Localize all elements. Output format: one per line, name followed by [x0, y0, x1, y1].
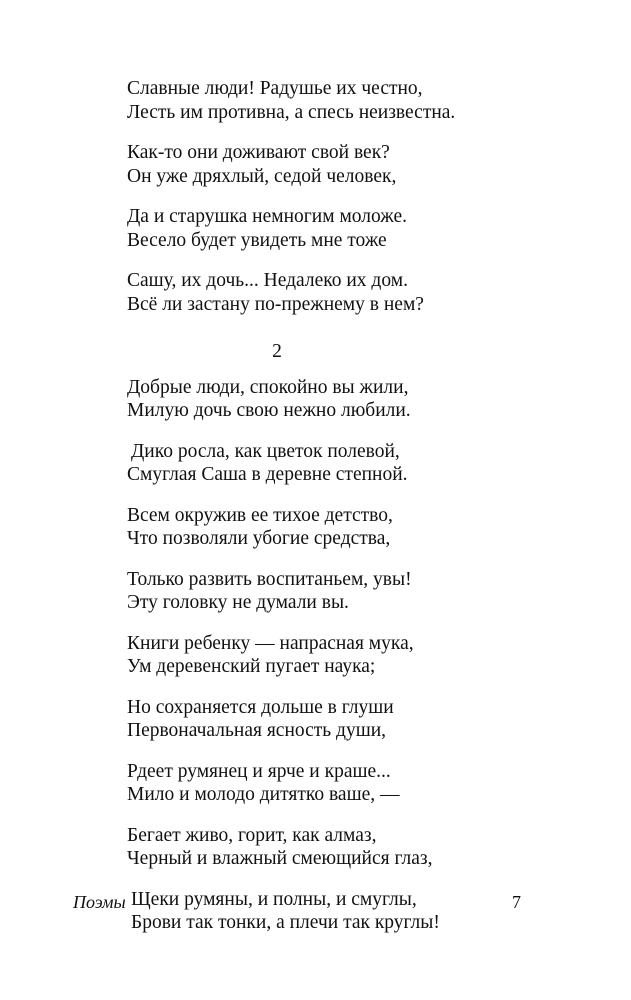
verse-line: Добрые люди, спокойно вы жили, [127, 376, 409, 398]
verse-line: Первоначальная ясность души, [127, 720, 387, 741]
verse-line: Черный и влажный смеющийся глаз, [127, 848, 433, 869]
verse-line: Он уже дряхлый, седой человек, [127, 165, 397, 187]
verse-line: Брови так тонки, а плечи так круглы! [131, 912, 440, 933]
verse-line: Но сохраняется дольше в глуши [127, 696, 394, 718]
stanza [127, 888, 547, 935]
verse-line: Только развить воспитаньем, увы! [127, 568, 412, 590]
verse-line: Лесть им противна, а спесь неизвестна. [127, 101, 456, 123]
verse-line: Всё ли застану по-прежнему в нем? [127, 293, 424, 315]
verse-line: Щеки румяны, и полны, и смуглы, [131, 888, 417, 910]
verse-line: Смуглая Саша в деревне степной. [127, 464, 408, 485]
stanza [127, 568, 547, 615]
section-number: 2 [272, 341, 282, 362]
verse-line: Милую дочь свою нежно любили. [127, 400, 411, 421]
stanza [127, 632, 547, 679]
poem-body [127, 77, 547, 952]
stanza [127, 440, 547, 487]
verse-line: Всем окружив ее тихое детство, [127, 504, 393, 526]
verse-line: Ум деревенский пугает наука; [127, 656, 376, 677]
verse-line: Что позволяли убогие средства, [127, 528, 391, 549]
stanza [127, 269, 547, 316]
stanza [127, 376, 547, 423]
stanza [127, 824, 547, 871]
verse-line: Бегает живо, горит, как алмаз, [127, 824, 377, 846]
verse-line: Дико росла, как цветок полевой, [131, 440, 400, 462]
stanza [127, 504, 547, 551]
verse-line: Книги ребенку — напрасная мука, [127, 632, 414, 654]
verse-line: Сашу, их дочь... Недалеко их дом. [127, 270, 408, 291]
stanza [127, 141, 547, 188]
verse-line: Эту головку не думали вы. [127, 592, 349, 613]
verse-line: Мило и молодо дитятко ваше, — [127, 784, 400, 805]
page-number: 7 [512, 892, 521, 912]
stanza [127, 77, 547, 124]
verse-line: Славные люди! Радушье их честно, [127, 78, 423, 99]
verse-line: Да и старушка немногим моложе. [127, 206, 408, 227]
running-footer-title: Поэмы [73, 892, 126, 912]
verse-line: Весело будет увидеть мне тоже [127, 229, 387, 251]
stanza [127, 760, 547, 807]
stanza [127, 205, 547, 252]
stanza [127, 696, 547, 743]
verse-line: Как-то они доживают свой век? [127, 142, 390, 163]
verse-line: Рдеет румянец и ярче и краше... [127, 760, 391, 782]
